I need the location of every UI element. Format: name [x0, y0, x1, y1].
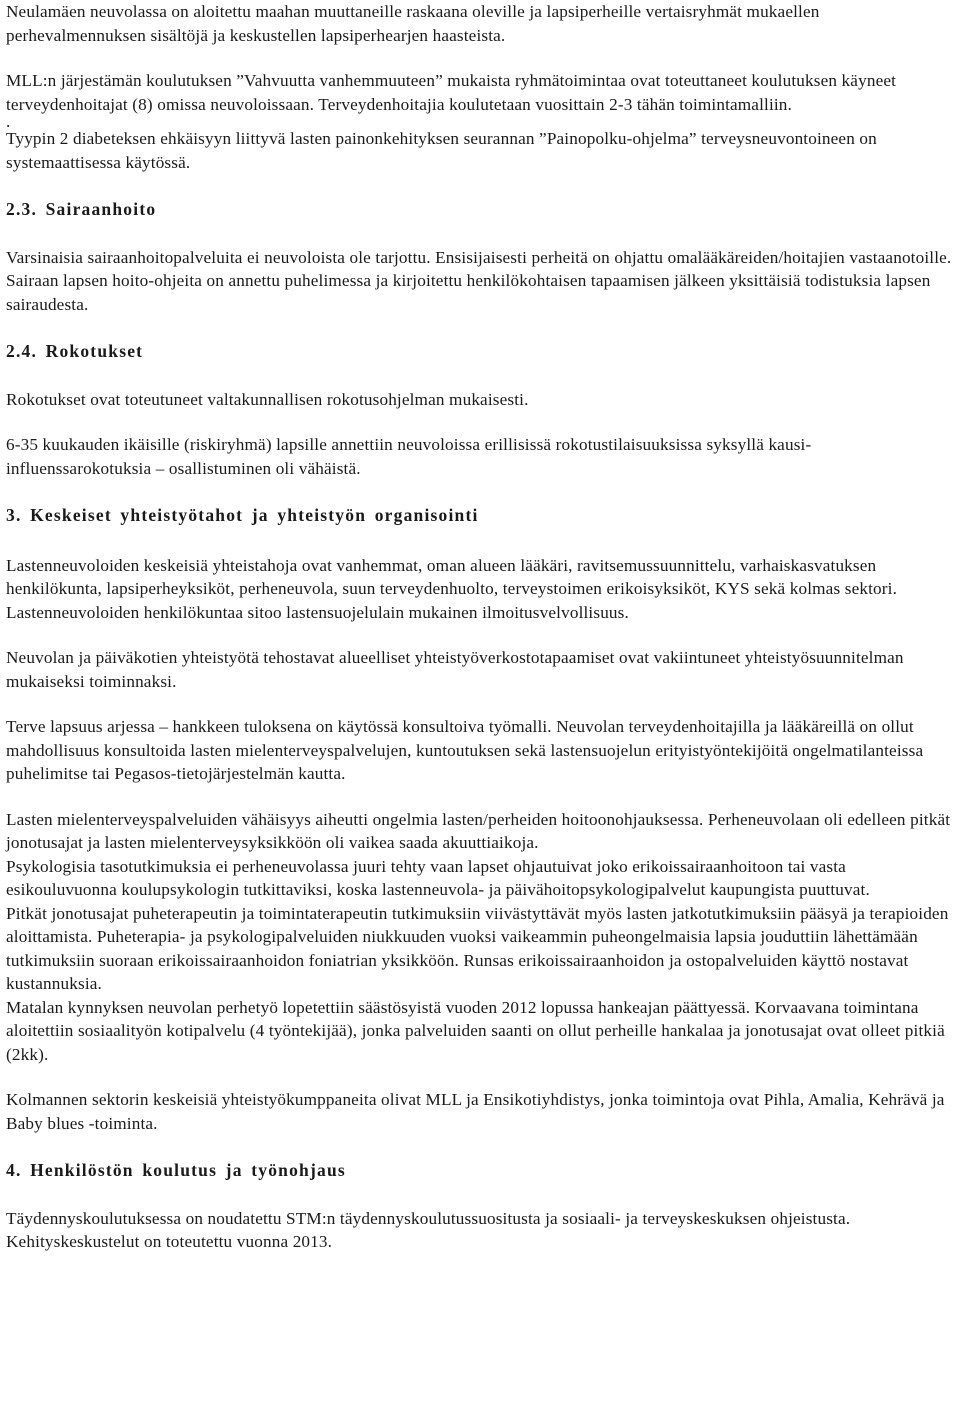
paragraph-psykologiset-tutkimukset: Psykologisia tasotutkimuksia ei perheneuvolassa juuri tehty vaan lapset ohjautuivat joko erikoissairaanhoitoon tai vasta esikouluvuonna koulupsykologin tutkittaviksi, koska lastenneuvola- ja päivähoitopsykologipalvelut kaupungista puuttuvat.: [6, 856, 870, 899]
paragraph-jonotusajat: Pitkät jonotusajat puheterapeutin ja toimintaterapeutin tutkimuksiin viivästyttävät myös lasten jatkotutkimuksiin pääsyä ja terapioiden aloittamista. Puheterapia- ja psykologipalveluiden niukkuuden vuoksi vaikeammin puheongelmaisia lapsia jouduttiin lähettämään tutkimuksiin suoraan erikoissairaanhoidon foniatrian yksikköön. Runsas erikoissairaanhoidon ja ostopalveluiden käyttö nostavat kustannuksia.: [6, 903, 949, 993]
paragraph-sairaanhoito: Varsinaisia sairaanhoitopalveluita ei neuvoloista ole tarjottu. Ensisijaisesti perheitä on ohjattu omalääkäreiden/hoitajien vastaanotoille. Sairaan lapsen hoito-ohjeita on annettu puhelimessa ja kirjoitettu henkilökohtaisen tapaamisen jälkeen yksittäisiä todistuksia lapsen sairaudesta.: [6, 247, 952, 314]
paragraph-terve-lapsuus: Terve lapsuus arjessa – hankkeen tuloksena on käytössä konsultoiva työmalli. Neuvolan terveydenhoitajilla ja lääkäreillä on ollut mahdollisuus konsultoida lasten mielenterveyspalvelujen, kuntoutuksen sekä lastensuojelun erityistyöntekijöitä ongelmatilanteissa puhelimitse tai Pegasos-tietojärjestelmän kautta.: [6, 717, 924, 783]
paragraph-perhetyo: Matalan kynnyksen neuvolan perhetyö lopetettiin säästösyistä vuoden 2012 lopussa hankeajan päättyessä. Korvaavana toimintana aloitettiin sosiaalityön kotipalvelu (4 työntekijää), jonka palveluiden saanti on ollut perheille hankalaa ja jonotusajat ovat olleet pitkiä (2kk).: [6, 997, 945, 1064]
heading-yhteistyotahot: 3. Keskeiset yhteistyötahot ja yhteistyön organisointi: [6, 505, 479, 525]
stray-dot: .: [6, 112, 11, 131]
paragraph-yhteistahot: Lastenneuvoloiden keskeisiä yhteistahoja ovat vanhemmat, oman alueen lääkäri, ravitsemussuunnittelu, varhaiskasvatuksen henkilökunta, lapsiperheyksiköt, perheneuvola, suun terveydenhuolto, terveystoimen erikoisyksiköt, KYS sekä kolmas sektori. Lastenneuvoloiden henkilökuntaa sitoo lastensuojelulain mukainen ilmoitusvelvollisuus.: [6, 555, 898, 622]
paragraph-vertaisryhmat: Neulamäen neuvolassa on aloitettu maahan muuttaneille raskaana oleville ja lapsiperheille vertaisryhmät mukaellen perhevalmennuksen sisältöjä ja keskustellen lapsiperhearjen haasteista.: [6, 2, 820, 45]
paragraph-rokotusohjelma: Rokotukset ovat toteutuneet valtakunnallisen rokotusohjelman mukaisesti.: [6, 389, 529, 409]
document-page: [6, 0, 956, 1254]
heading-henkiloston-koulutus: 4. Henkilöstön koulutus ja työnohjaus: [6, 1160, 346, 1180]
paragraph-mielenterveyspalvelut: Lasten mielenterveyspalveluiden vähäisyys aiheutti ongelmia lasten/perheiden hoitoonohjauksessa. Perheneuvolaan oli edelleen pitkät jonotusajat ja lasten mielenterveysyksikköön oli vaikea saada akuuttiaikoja.: [6, 809, 951, 852]
heading-sairaanhoito: 2.3. Sairaanhoito: [6, 199, 157, 219]
paragraph-taydennyskoulutus: Täydennyskoulutuksessa on noudatettu STM:n täydennyskoulutussuositusta ja sosiaali- ja terveyskeskuksen ohjeistusta. Kehityskeskustelut on toteutettu vuonna 2013.: [6, 1208, 851, 1251]
paragraph-kolmas-sektori: Kolmannen sektorin keskeisiä yhteistyökumppaneita olivat MLL ja Ensikotiyhdistys, jonka toimintoja ovat Pihla, Amalia, Kehrävä ja Baby blues -toiminta.: [6, 1090, 945, 1133]
heading-rokotukset: 2.4. Rokotukset: [6, 341, 144, 361]
paragraph-paivakotiyhteistyo: Neuvolan ja päiväkotien yhteistyötä tehostavat alueelliset yhteistyöverkostotapaamiset ovat vakiintuneet yhteistyösuunnitelman mukaiseksi toiminnaksi.: [6, 648, 904, 691]
paragraph-vahvuutta-vanhemmuuteen: MLL:n järjestämän koulutuksen ”Vahvuutta vanhemmuuteen” mukaista ryhmätoimintaa ovat toteuttaneet koulutuksen käyneet terveydenhoitajat (8) omissa neuvoloissaan. Terveydenhoitajia koulutetaan vuosittain 2-3 tähän toimintamalliin.: [6, 71, 897, 114]
paragraph-influenssarokotus: 6-35 kuukauden ikäisille (riskiryhmä) lapsille annettiin neuvoloissa erillisissä rokotustilaisuuksissa syksyllä kausi-influenssarokotuksia – osallistuminen oli vähäistä.: [6, 435, 812, 478]
paragraph-painopolku: Tyypin 2 diabeteksen ehkäisyyn liittyvä lasten painonkehityksen seurannan ”Painopolku-ohjelma” terveysneuvontoineen on systemaattisessa käytössä.: [6, 129, 877, 172]
